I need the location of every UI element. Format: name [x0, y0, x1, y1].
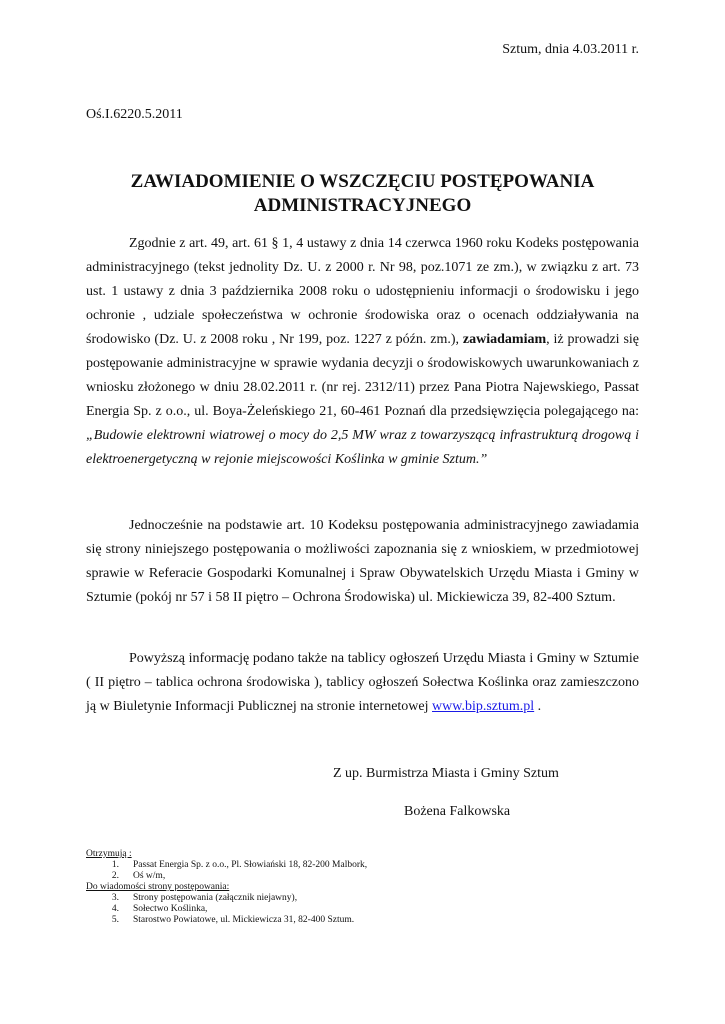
recipients-list	[86, 849, 367, 926]
reference-number: Oś.I.6220.5.2011	[86, 107, 183, 122]
paragraph-3-text-a: Powyższą informację podano także na tablicy ogłoszeń Urzędu Miasta i Gminy w Sztumie ( II piętro – tablica ochrona środowiska ), tablicy ogłoszeń Sołectwa Koślinka oraz zamieszczono ją w Biuletynie Informacji Publicznej na stronie internetowej	[86, 651, 639, 714]
bip-website-link[interactable]: www.bip.sztum.pl	[432, 699, 535, 714]
signature-role: Z up. Burmistrza Miasta i Gminy Sztum	[333, 766, 559, 781]
document-title	[86, 170, 639, 218]
list-item-number: 5.	[111, 915, 119, 925]
list-item	[86, 860, 367, 871]
list-item-text: Strony postępowania (załącznik niejawny),	[133, 893, 298, 903]
list-item-text: Passat Energia Sp. z o.o., Pl. Słowiański 18, 82-200 Malbork,	[133, 860, 368, 870]
list-item-text: Starostwo Powiatowe, ul. Mickiewicza 31, 82-400 Sztum.	[133, 915, 355, 925]
document-date: Sztum, dnia 4.03.2011 r.	[502, 42, 639, 57]
paragraph-legal-basis	[86, 232, 639, 472]
paragraph-1-project-title: „Budowie elektrowni wiatrowej o mocy do 2,5 MW wraz z towarzyszącą infrastrukturą drogową i elektroenergetyczną w rejonie miejscowości Koślinka w gminie Sztum.”	[86, 428, 639, 467]
list-item-number: 2.	[111, 871, 119, 881]
list-item-text: Sołectwo Koślinka,	[133, 904, 208, 914]
list-item-number: 4.	[111, 904, 119, 914]
recipients-heading: Otrzymują :	[86, 849, 132, 859]
list-item	[86, 871, 367, 882]
paragraph-1-text-b: , iż prowadzi się postępowanie administracyjne w sprawie wydania decyzji o środowiskowych uwarunkowaniach z wniosku złożonego w dniu 28.02.2011 r. (nr rej. 2312/11) przez Pana Piotra Najewskiego, Passat Energia Sp. z o.o., ul. Boya-Żeleńskiego 21, 60-461 Poznań dla przedsięwzięcia polegającego na:	[86, 332, 639, 419]
paragraph-3-text-b: .	[534, 699, 542, 714]
paragraph-access-info	[86, 514, 639, 610]
paragraph-2-text: Jednocześnie na podstawie art. 10 Kodeksu postępowania administracyjnego zawiadamia się strony niniejszego postępowania o możliwości zapoznania się z wnioskiem, w przedmiotowej sprawie w Referacie Gospodarki Komunalnej i Spraw Obywatelskich Urzędu Miasta i Gminy w Sztumie (pokój nr 57 i 58 II piętro – Ochrona Środowiska) ul. Mickiewicza 39, 82-400 Sztum.	[86, 518, 639, 605]
signature-name: Bożena Falkowska	[404, 804, 511, 819]
list-item	[86, 915, 367, 926]
list-item-text: Oś w/m,	[133, 871, 166, 881]
paragraph-publication	[86, 647, 639, 719]
list-item	[86, 893, 367, 904]
parties-heading: Do wiadomości strony postępowania:	[86, 882, 230, 892]
list-item-number: 3.	[111, 893, 119, 903]
paragraph-1-bold-notify: zawiadamiam	[462, 332, 547, 347]
paragraph-1-text-a: Zgodnie z art. 49, art. 61 § 1, 4 ustawy z dnia 14 czerwca 1960 roku Kodeks postępowania administracyjnego (tekst jednolity Dz. U. z 2000 r. Nr 98, poz.1071 ze zm.), w związku z art. 73 ust. 1 ustawy z dnia 3 października 2008 roku o udostępnieniu informacji o środowisku i jego ochronie , udziale społeczeństwa w ochronie środowiska oraz o ocenach oddziaływania na środowisko (Dz. U. z 2008 roku , Nr 199, poz. 1227 z późn. zm.),	[86, 236, 639, 347]
list-item-number: 1.	[111, 860, 119, 870]
title-line-2: ADMINISTRACYJNEGO	[253, 195, 472, 216]
title-line-1: ZAWIADOMIENIE O WSZCZĘCIU POSTĘPOWANIA	[130, 171, 595, 192]
list-item	[86, 904, 367, 915]
